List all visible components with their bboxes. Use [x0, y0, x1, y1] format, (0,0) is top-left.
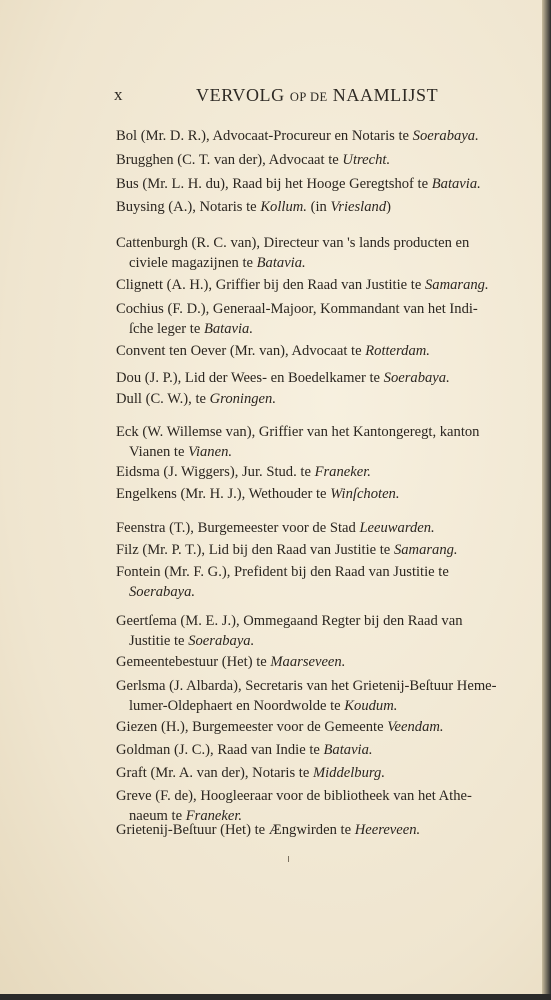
- list-entry: Buysing (A.), Notaris te Kollum. (in Vriesland): [116, 199, 391, 215]
- list-entry: Greve (F. de), Hoogleeraar voor de bibliotheek van het Athe- naeum te Franeker.: [116, 788, 472, 824]
- list-entry: Bus (Mr. L. H. du), Raad bij het Hooge Geregtshof te Batavia.: [116, 176, 481, 192]
- list-entry: Eidsma (J. Wiggers), Jur. Stud. te Franeker.: [116, 464, 371, 480]
- running-title: VERVOLG OP DE NAAMLIJST: [196, 85, 439, 105]
- list-entry: Eck (W. Willemse van), Griffier van het Kantongeregt, kanton Vianen te Vianen.: [116, 424, 480, 460]
- list-entry: Bol (Mr. D. R.), Advocaat-Procureur en Notaris te Soerabaya.: [116, 128, 479, 144]
- page-bottom-edge: [0, 994, 551, 1000]
- list-entry: Gemeentebestuur (Het) te Maarseveen.: [116, 654, 346, 670]
- list-entry: Cattenburgh (R. C. van), Directeur van 's lands producten en civiele magazijnen te Batavia.: [116, 235, 470, 271]
- ink-mark: [288, 856, 289, 862]
- list-entry: Goldman (J. C.), Raad van Indie te Batavia.: [116, 742, 373, 758]
- page-edge-shadow: [542, 0, 551, 1000]
- list-entry: Cochius (F. D.), Generaal-Majoor, Kommandant van het Indi- ſche leger te Batavia.: [116, 301, 478, 337]
- list-entry: Brugghen (C. T. van der), Advocaat te Utrecht.: [116, 152, 391, 168]
- list-entry: Giezen (H.), Burgemeester voor de Gemeente Veendam.: [116, 719, 444, 735]
- list-entry: Graft (Mr. A. van der), Notaris te Middelburg.: [116, 765, 385, 781]
- list-entry: Feenstra (T.), Burgemeester voor de Stad Leeuwarden.: [116, 520, 435, 536]
- list-entry: Dull (C. W.), te Groningen.: [116, 391, 276, 407]
- list-entry: Dou (J. P.), Lid der Wees- en Boedelkamer te Soerabaya.: [116, 370, 450, 386]
- list-entry: Geertſema (M. E. J.), Ommegaand Regter bij den Raad van Justitie te Soerabaya.: [116, 613, 463, 649]
- page-number: x: [114, 85, 124, 104]
- running-header: [0, 85, 551, 113]
- list-entry: Convent ten Oever (Mr. van), Advocaat te Rotterdam.: [116, 343, 430, 359]
- list-entry: Clignett (A. H.), Griffier bij den Raad van Justitie te Samarang.: [116, 277, 489, 293]
- list-entry: Grietenij-Beſtuur (Het) te Ængwirden te Heereveen.: [116, 822, 421, 838]
- list-entry: Fontein (Mr. F. G.), Prefident bij den Raad van Justitie te Soerabaya.: [116, 564, 449, 600]
- list-entry: Filz (Mr. P. T.), Lid bij den Raad van Justitie te Samarang.: [116, 542, 458, 558]
- list-entry: Engelkens (Mr. H. J.), Wethouder te Winſchoten.: [116, 486, 400, 502]
- list-entry: Gerlsma (J. Albarda), Secretaris van het Grietenij-Beſtuur Heme- lumer-Oldephaert en Noordwolde te Koudum.: [116, 678, 497, 714]
